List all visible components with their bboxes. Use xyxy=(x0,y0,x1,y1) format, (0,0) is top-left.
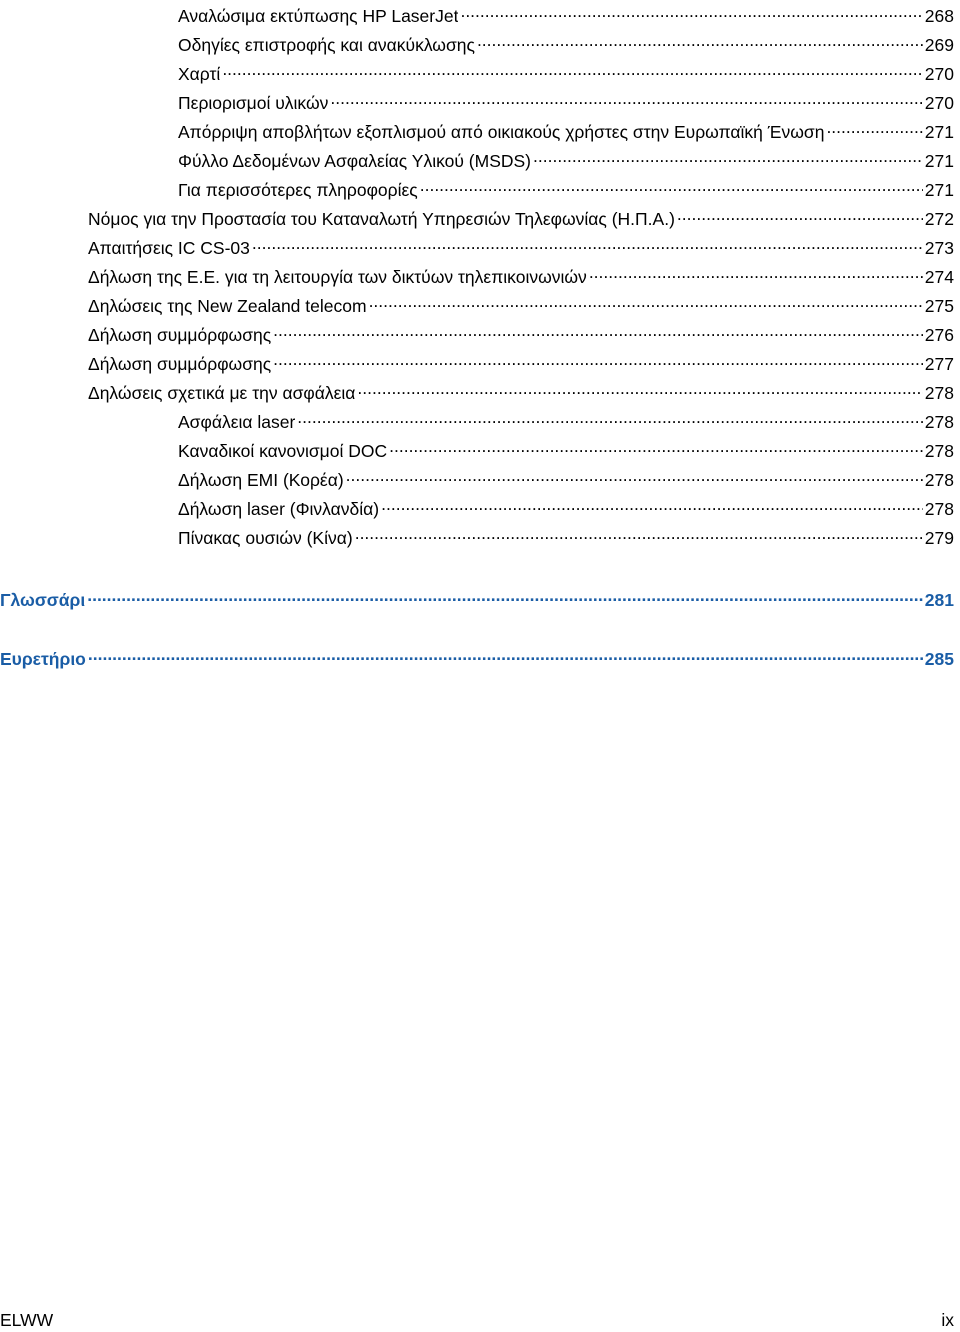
toc-entry[interactable] xyxy=(0,174,954,203)
toc-entry-title: Απαιτήσεις IC CS-03 xyxy=(88,238,250,258)
dot-leader xyxy=(389,435,923,457)
dot-leader xyxy=(87,584,923,606)
toc-entry[interactable] xyxy=(0,0,954,29)
dot-leader xyxy=(297,406,923,428)
toc-chapter-title: Ευρετήριο xyxy=(0,649,86,669)
toc-entry[interactable] xyxy=(0,435,954,464)
dot-leader xyxy=(355,522,923,544)
toc-chapter-index[interactable] xyxy=(0,643,954,673)
toc-entry[interactable] xyxy=(0,203,954,232)
toc-entry[interactable] xyxy=(0,406,954,435)
toc-entry-page: 276 xyxy=(924,325,954,345)
toc-entry-title: Πίνακας ουσιών (Κίνα) xyxy=(178,528,353,548)
toc-entry-page: 271 xyxy=(924,122,954,142)
toc-entry-title: Δήλωση EMI (Κορέα) xyxy=(178,470,344,490)
toc-entry-page: 274 xyxy=(924,267,954,287)
dot-leader xyxy=(252,232,923,254)
toc-chapter-glossary[interactable] xyxy=(0,584,954,614)
toc-entry-page: 270 xyxy=(924,64,954,84)
dot-leader xyxy=(222,58,922,80)
footer-page-number: ix xyxy=(941,1310,954,1330)
toc-entry-title: Δήλωση laser (Φινλανδία) xyxy=(178,499,380,519)
toc-entry-page: 269 xyxy=(924,35,954,55)
dot-leader xyxy=(369,290,923,312)
toc-entry-title: Καναδικοί κανονισμοί DOC xyxy=(178,441,388,461)
toc-entry-page: 278 xyxy=(924,412,954,432)
toc-entry[interactable] xyxy=(0,232,954,261)
toc-entry-title: Για περισσότερες πληροφορίες xyxy=(178,180,418,200)
toc-entry-title: Ασφάλεια laser xyxy=(178,412,296,432)
toc-entry[interactable] xyxy=(0,348,954,377)
dot-leader xyxy=(273,319,923,341)
dot-leader xyxy=(381,493,923,515)
dot-leader xyxy=(677,203,923,225)
toc-entry-page: 270 xyxy=(924,93,954,113)
dot-leader xyxy=(477,29,923,51)
toc-entry[interactable] xyxy=(0,87,954,116)
dot-leader xyxy=(357,377,922,399)
toc-entry[interactable] xyxy=(0,145,954,174)
toc-entry-title: Δήλωση συμμόρφωσης xyxy=(88,354,272,374)
toc-entry-page: 275 xyxy=(924,296,954,316)
dot-leader xyxy=(346,464,923,486)
toc-chapter-page: 281 xyxy=(924,590,954,610)
toc-entry-title: Δήλωση της Ε.Ε. για τη λειτουργία των δικτύων τηλεπικοινωνιών xyxy=(88,267,587,287)
dot-leader xyxy=(330,87,922,109)
toc-entry[interactable] xyxy=(0,319,954,348)
toc-chapter-page: 285 xyxy=(924,649,954,669)
toc-entry-page: 279 xyxy=(924,528,954,548)
toc-entry-page: 273 xyxy=(924,238,954,258)
toc-entry-page: 277 xyxy=(924,354,954,374)
dot-leader xyxy=(88,643,923,665)
dot-leader xyxy=(589,261,923,283)
toc-chapter-title: Γλωσσάρι xyxy=(0,590,86,610)
toc-entry[interactable] xyxy=(0,464,954,493)
dot-leader xyxy=(460,0,922,22)
toc-entry[interactable] xyxy=(0,290,954,319)
toc-entry-title: Νόμος για την Προστασία του Καταναλωτή Υπηρεσιών Τηλεφωνίας (Η.Π.Α.) xyxy=(88,209,675,229)
spacer xyxy=(0,551,954,584)
toc-entry[interactable] xyxy=(0,493,954,522)
dot-leader xyxy=(533,145,923,167)
dot-leader xyxy=(420,174,923,196)
toc-entry[interactable] xyxy=(0,377,954,406)
dot-leader xyxy=(826,116,922,138)
toc-entry-page: 272 xyxy=(924,209,954,229)
toc-entry[interactable] xyxy=(0,29,954,58)
toc-entry[interactable] xyxy=(0,522,954,551)
toc-entry-title: Δηλώσεις της New Zealand telecom xyxy=(88,296,367,316)
toc-entry-title: Δηλώσεις σχετικά με την ασφάλεια xyxy=(88,383,356,403)
toc-entry[interactable] xyxy=(0,261,954,290)
toc-entry-page: 278 xyxy=(924,470,954,490)
toc-entry[interactable] xyxy=(0,116,954,145)
spacer xyxy=(0,614,954,643)
toc-entry-title: Απόρριψη αποβλήτων εξοπλισμού από οικιακούς χρήστες στην Ευρωπαϊκή Ένωση xyxy=(178,122,825,142)
toc-entry-title: Δήλωση συμμόρφωσης xyxy=(88,325,272,345)
dot-leader xyxy=(273,348,923,370)
toc-entry[interactable] xyxy=(0,58,954,87)
toc-entry-page: 271 xyxy=(924,180,954,200)
toc-entry-title: Περιορισμοί υλικών xyxy=(178,93,329,113)
toc-entry-page: 278 xyxy=(924,383,954,403)
toc-entry-title: Οδηγίες επιστροφής και ανακύκλωσης xyxy=(178,35,475,55)
footer-doc-code: ELWW xyxy=(0,1310,54,1330)
toc-entry-title: Χαρτί xyxy=(178,64,221,84)
toc-entry-page: 268 xyxy=(924,6,954,26)
toc-entry-page: 271 xyxy=(924,151,954,171)
toc-entry-title: Αναλώσιμα εκτύπωσης HP LaserJet xyxy=(178,6,459,26)
toc-entry-page: 278 xyxy=(924,441,954,461)
toc-entry-title: Φύλλο Δεδομένων Ασφαλείας Υλικού (MSDS) xyxy=(178,151,532,171)
page-footer xyxy=(0,1310,954,1331)
toc-entry-page: 278 xyxy=(924,499,954,519)
